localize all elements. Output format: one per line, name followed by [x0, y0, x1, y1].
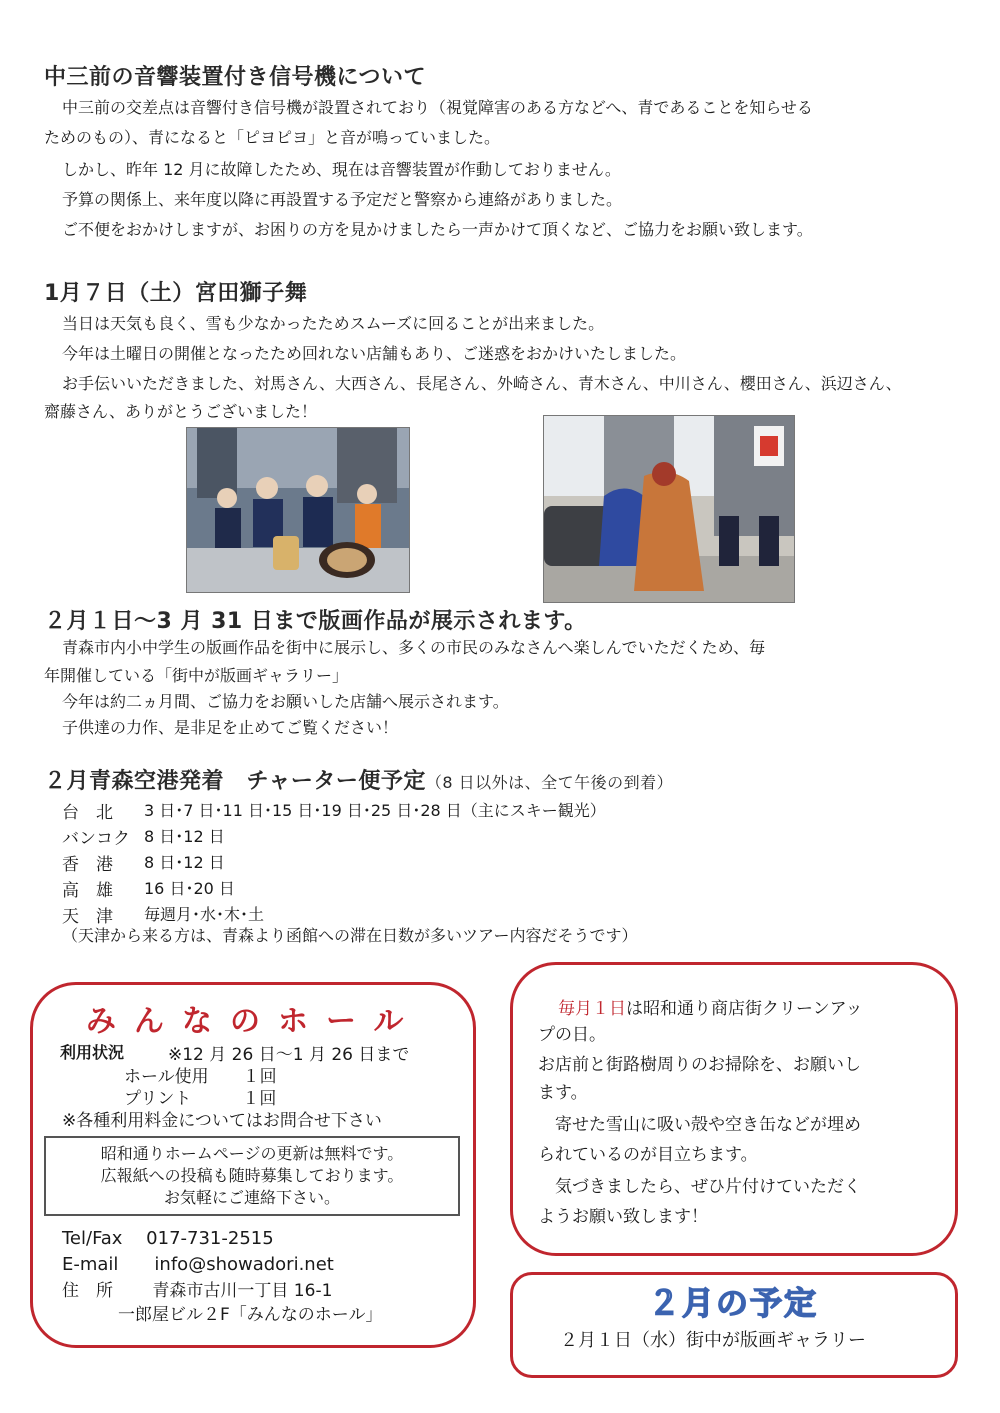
signal-title: 中三前の音響装置付き信号機について — [44, 65, 427, 90]
lion-dance-photo — [543, 415, 795, 603]
shishimai-line-1: 当日は天気も良く、雪も少なかったためスムーズに回ることが出来ました。 — [62, 314, 605, 333]
print-line-3: 今年は約二ヵ月間、ご協力をお願いした店舗へ展示されます。 — [62, 692, 509, 711]
signal-line-1: 中三前の交差点は音響付き信号機が設置されており（視覚障害のある方などへ、青であることを知らせる — [62, 98, 813, 117]
hall-email: E-mail info@showadori.net — [62, 1254, 334, 1275]
hall-usage-label: 利用状況 — [60, 1043, 125, 1062]
signal-line-5: ご不便をおかけしますが、お困りの方を見かけましたら一声かけて頂くなど、ご協力をお願い致します。 — [62, 220, 813, 239]
hall-notice-line-3: お気軽にご連絡下さい。 — [163, 1188, 340, 1207]
cleanup-line-8: ようお願い致します！ — [538, 1207, 708, 1227]
charter-city-taipei: 台 北 — [62, 803, 113, 823]
cleanup-line-4: ます。 — [538, 1083, 588, 1103]
cleanup-line-6: られているのが目立ちます。 — [538, 1145, 758, 1165]
shishimai-line-2: 今年は土曜日の開催となったため回れない店舗もあり、ご迷惑をおかけいたしました。 — [62, 344, 687, 363]
hall-notice-line-1: 昭和通りホームページの更新は無料です。 — [100, 1144, 404, 1163]
plan-item: ２月１日（水）街中が版画ギャラリー — [560, 1330, 866, 1351]
charter-city-kaohsiung: 高 雄 — [62, 881, 113, 901]
signal-line-2: ためのもの）、青になると「ピヨピヨ」と音が鳴っていました。 — [44, 128, 501, 147]
hall-notice-line-2: 広報紙への投稿も随時募集しております。 — [100, 1166, 404, 1185]
print-line-2: 年開催している「街中が版画ギャラリー」 — [44, 666, 349, 685]
charter-title — [44, 764, 673, 795]
hall-title: みんなのホール — [86, 1004, 422, 1039]
hall-print-count: プリント １回 — [124, 1089, 277, 1109]
charter-days-bangkok: 8 日･12 日 — [144, 827, 225, 846]
cleanup-line-3: お店前と街路樹周りのお掃除を、お願いし — [538, 1055, 861, 1075]
cleanup-line-5: 寄せた雪山に吸い殻や空き缶などが埋め — [538, 1115, 861, 1135]
cleanup-highlight: 毎月１日 — [558, 999, 626, 1019]
print-line-4: 子供達の力作、是非足を止めてご覧ください！ — [62, 718, 399, 737]
drum-parade-photo — [186, 427, 410, 593]
cleanup-line-1-rest: は昭和通り商店街クリーンアッ — [626, 999, 863, 1019]
signal-line-4: 予算の関係上、来年度以降に再設置する予定だと警察から連絡がありました。 — [62, 190, 623, 209]
charter-days-taipei: 3 日･7 日･11 日･15 日･19 日･25 日･28 日（主にスキー観光） — [144, 801, 606, 820]
hall-address: 住 所 青森市古川一丁目 16-1 — [62, 1281, 333, 1301]
print-title: ２月１日～3 月 31 日まで版画作品が展示されます。 — [44, 609, 587, 634]
hall-building: 一郎屋ビル２F「みんなのホール」 — [118, 1305, 383, 1325]
cleanup-line-1 — [558, 996, 862, 1022]
shishimai-line-4: 齋藤さん、ありがとうございました！ — [44, 402, 317, 421]
signal-line-3: しかし、昨年 12 月に故障したため、現在は音響装置が作動しておりません。 — [62, 160, 621, 179]
charter-note: （8 日以外は、全て午後の到着） — [425, 773, 674, 792]
charter-city-bangkok: バンコク — [62, 829, 130, 849]
cleanup-line-7: 気づきましたら、ぜひ片付けていただく — [538, 1177, 861, 1197]
hall-usage-period: ※12 月 26 日～1 月 26 日まで — [168, 1045, 410, 1065]
hall-notice-box — [44, 1136, 460, 1216]
charter-days-hongkong: 8 日･12 日 — [144, 853, 225, 872]
shishimai-title: 1月７日（土）宮田獅子舞 — [44, 281, 308, 306]
cleanup-line-2: プの日。 — [538, 1025, 606, 1045]
shishimai-line-3: お手伝いいただきました、対馬さん、大西さん、長尾さん、外崎さん、青木さん、中川さん、櫻田さん、浜辺さん、 — [62, 374, 902, 393]
charter-days-kaohsiung: 16 日･20 日 — [144, 879, 235, 898]
plan-title: ２月の予定 — [648, 1284, 819, 1322]
charter-city-hongkong: 香 港 — [62, 855, 113, 875]
hall-fee-note: ※各種利用料金についてはお問合せ下さい — [62, 1111, 382, 1131]
hall-tel: Tel/Fax 017-731-2515 — [62, 1228, 274, 1249]
charter-days-tianjin: 毎週月･水･木･土 — [144, 905, 265, 924]
charter-city-tianjin: 天 津 — [62, 907, 113, 927]
print-line-1: 青森市内小中学生の版画作品を街中に展示し、多くの市民のみなさんへ楽しんでいただくため、毎 — [62, 638, 766, 657]
charter-title-text: ２月青森空港発着 チャーター便予定 — [44, 769, 426, 794]
charter-footnote: （天津から来る方は、青森より函館への滞在日数が多いツアー内容だそうです） — [62, 926, 638, 945]
hall-use-count: ホール使用 １回 — [124, 1067, 277, 1087]
